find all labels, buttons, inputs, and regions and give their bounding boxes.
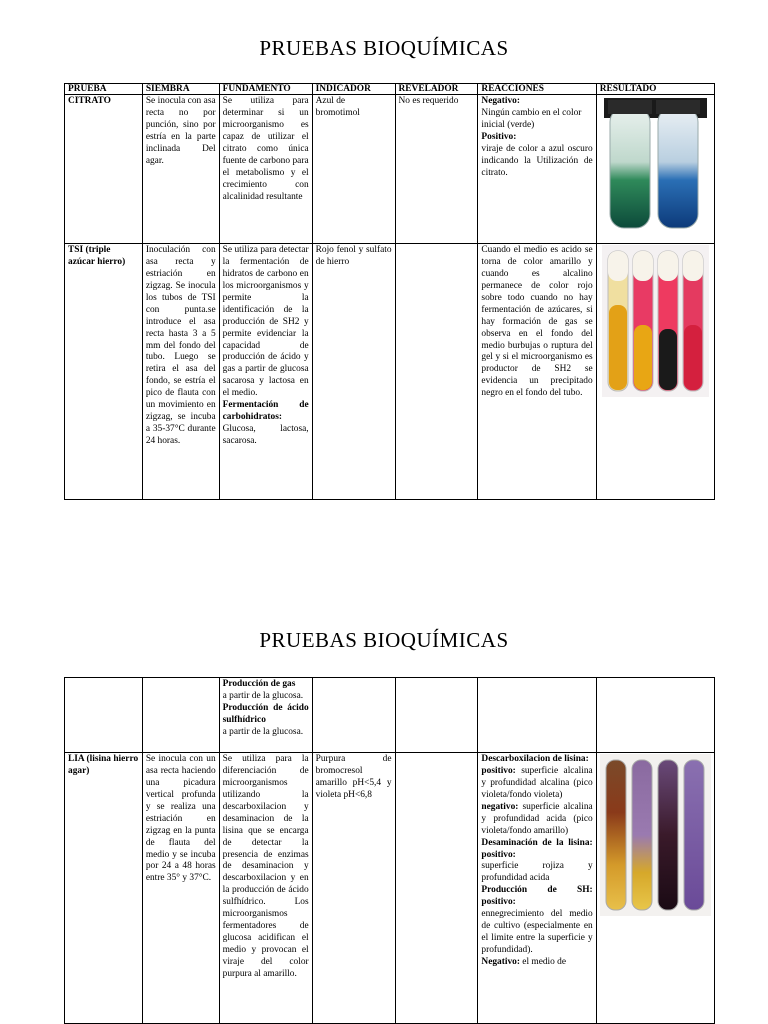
sh-production-label: Producción de SH: positivo: bbox=[481, 885, 593, 908]
header-revelador: REVELADOR bbox=[395, 84, 478, 95]
cell-indicador: Rojo fenol y sulfato de hierro bbox=[312, 244, 395, 500]
page-title: PRUEBAS BIOQUÍMICAS bbox=[259, 628, 509, 652]
decarboxylation-label: Descarboxilacion de lisina: bbox=[481, 754, 589, 764]
cell-prueba: CITRATO bbox=[65, 95, 143, 244]
header-prueba: PRUEBA bbox=[65, 84, 143, 95]
cell-prueba: LIA (lisina hierro agar) bbox=[65, 753, 143, 1024]
cell-indicador: Purpura de bromocresol amarillo pH<5,4 y violeta pH<6,8 bbox=[312, 753, 395, 1024]
citrate-tubes-photo bbox=[602, 96, 709, 236]
cell-resultado bbox=[596, 753, 714, 1024]
deamination-label: Desaminación de la lisina: positivo: bbox=[481, 837, 593, 860]
table-header-row bbox=[65, 84, 715, 95]
page-title: PRUEBAS BIOQUÍMICAS bbox=[259, 36, 509, 60]
header-fundamento: FUNDAMENTO bbox=[219, 84, 312, 95]
deamination-text: superficie rojiza y profundidad acida bbox=[481, 861, 593, 884]
cell-fundamento: Se utiliza para la diferenciación de microorganismos utilizando la descarboxilacion y desaminacion de la lisina que se encarga de detectar la presencia de enzimas de desaminacion y descarboxilacion y en la producción de ácido sulfhídrico. Los microorganismos fermentadores de glucosa acidifican el medio y provocan el viraje del color purpura al amarillo. bbox=[219, 753, 312, 1024]
decarb-negative-label: negativo: bbox=[481, 801, 519, 812]
acid-label: Producción de ácido sulfhídrico bbox=[222, 702, 309, 725]
cell-resultado bbox=[596, 244, 714, 500]
cell-prueba: TSI (triple azúcar hierro) bbox=[65, 244, 143, 500]
cell-siembra: Inoculación con asa recta y estriación en zigzag. Se inocula los tubos de TSI con punta.se introduce el asa recta hasta 3 a 5 mm del fondo del tubo. Luego se retira el asa del fondo, se estría el pico de flauta con un movimiento en zigzag, se incuba a 35-37°C durante 24 horas. bbox=[142, 244, 219, 500]
cell-prueba bbox=[65, 678, 143, 753]
header-reacciones: REACCIONES bbox=[478, 84, 596, 95]
fundamento-text: Se utiliza para detectar la fermentación de hidratos de carbono en los microorganismos y permite la identificación de la producción de SH2 y permite evidenciar la capacidad de producción de ácido y gas a partir de glucosa sacarosa y lactosa en el medio. bbox=[222, 245, 309, 399]
negative-text: Ningún cambio en el color inicial (verde) bbox=[481, 107, 582, 130]
cell-siembra bbox=[142, 678, 219, 753]
table-row-citrato bbox=[65, 95, 715, 244]
positive-label: Positivo: bbox=[481, 131, 517, 142]
cell-reacciones bbox=[478, 753, 596, 1024]
cell-revelador bbox=[395, 678, 478, 753]
tests-table-page2 bbox=[64, 677, 715, 1024]
gas-text: a partir de la glucosa. bbox=[222, 690, 304, 701]
cell-reacciones bbox=[478, 678, 596, 753]
cell-fundamento bbox=[219, 244, 312, 500]
cell-fundamento: Se utiliza para determinar si un microorganismo es capaz de utilizar el citrato como única fuente de carbono para el metabolismo y el crecimiento con alcalinidad resultante bbox=[219, 95, 312, 244]
table-row-lia bbox=[65, 753, 715, 1024]
cell-fundamento bbox=[219, 678, 312, 753]
cell-revelador bbox=[395, 753, 478, 1024]
gas-label: Producción de gas bbox=[222, 679, 296, 689]
cell-reacciones: Cuando el medio es acido se torna de color amarillo y cuando es alcalino permanece de color rojo sobre todo cuando no hay fermentación de azúcares, si hay formación de gas se observa en el fondo del medio burbujas o ruptura del gel y si el microorganismo es productor de SH2 se evidencia un precipitado negro en el fondo del tubo. bbox=[478, 244, 596, 500]
header-siembra: SIEMBRA bbox=[142, 84, 219, 95]
decarb-negative-text: superficie alcalina y profundidad acida (pico violeta/fondo amarillo) bbox=[481, 801, 593, 836]
tsi-tubes-photo bbox=[602, 245, 709, 397]
table-row-tsi bbox=[65, 244, 715, 500]
tests-table-page1 bbox=[64, 83, 715, 500]
table-row-tsi-continued bbox=[65, 678, 715, 753]
cell-reacciones bbox=[478, 95, 596, 244]
acid-text: a partir de la glucosa. bbox=[222, 726, 304, 737]
negative-label: Negativo: bbox=[481, 956, 520, 967]
negative-label: Negativo: bbox=[481, 96, 520, 106]
header-indicador: INDICADOR bbox=[312, 84, 395, 95]
positive-text: viraje de color a azul oscuro indicando la Utilización de citrato. bbox=[481, 143, 593, 178]
lia-tubes-photo bbox=[600, 754, 711, 916]
negative-text: el medio de bbox=[522, 956, 567, 967]
cell-revelador bbox=[395, 244, 478, 500]
cell-siembra: Se inocula con asa recta no por punción, sino por estría en la parte inclinada Del agar. bbox=[142, 95, 219, 244]
decarb-positive-text: superficie alcalina y profundidad alcalina (pico violeta/fondo violeta) bbox=[481, 765, 593, 800]
fermentation-text: Glucosa, lactosa, sacarosa. bbox=[222, 424, 309, 446]
cell-revelador: No es requerido bbox=[395, 95, 478, 244]
header-resultado: RESULTADO bbox=[596, 84, 714, 95]
cell-resultado bbox=[596, 95, 714, 244]
decarb-positive-label: positivo: bbox=[481, 765, 516, 776]
cell-resultado bbox=[596, 678, 714, 753]
fermentation-label: Fermentación de carbohidratos: bbox=[222, 400, 309, 423]
cell-indicador: Azul de bromotimol bbox=[312, 95, 395, 244]
cell-siembra: Se inocula con un asa recta haciendo una picadura vertical profunda y se realiza una estriación en zigzag en la punta de flauta del medio y se incuba por 24 a 48 horas entre 35° y 37°C. bbox=[142, 753, 219, 1024]
sh-production-text: ennegrecimiento del medio de cultivo (especialmente en el limite entre la superficie y profundidad). bbox=[481, 909, 593, 955]
cell-indicador bbox=[312, 678, 395, 753]
